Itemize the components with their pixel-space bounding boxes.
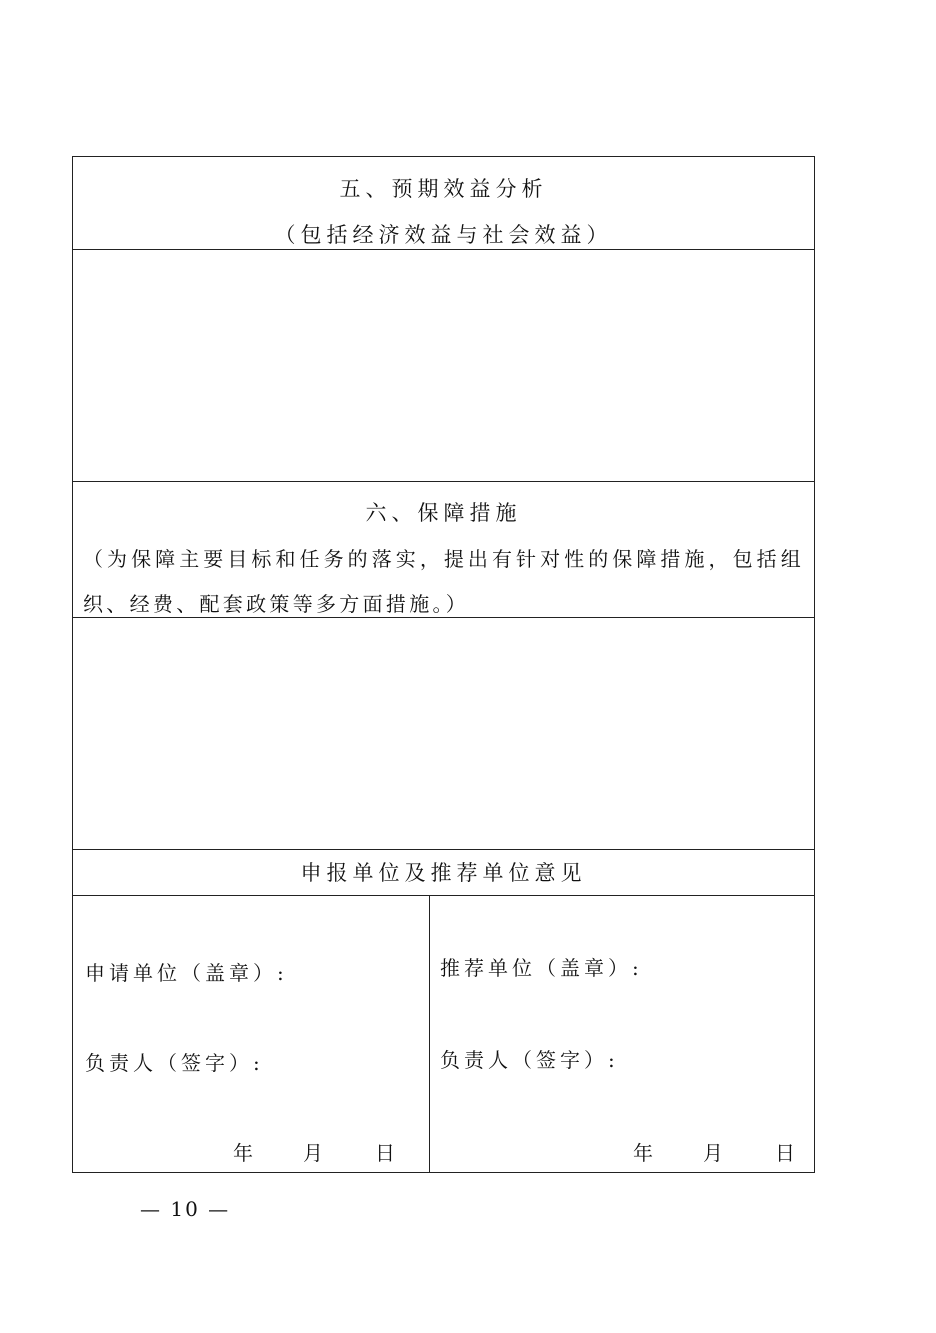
opinion-header-divider bbox=[73, 895, 814, 896]
section6-content-area[interactable] bbox=[73, 618, 814, 848]
page-number: — 10 — bbox=[140, 1197, 231, 1221]
applicant-date-year: 年 bbox=[233, 1141, 253, 1165]
recommender-person-label: 负责人（签字）: bbox=[440, 1048, 619, 1072]
opinion-title: 申报单位及推荐单位意见 bbox=[300, 861, 587, 885]
section6-title: 六、保障措施 bbox=[365, 501, 522, 525]
section6-description: （为保障主要目标和任务的落实，提出有针对性的保障措施，包括组织、经费、配套政策等多方面措施。） bbox=[83, 547, 804, 616]
application-form-table bbox=[72, 156, 815, 1173]
applicant-person-label: 负责人（签字）: bbox=[85, 1051, 264, 1075]
opinion-column-divider bbox=[429, 895, 430, 1172]
recommender-date-month: 月 bbox=[703, 1141, 723, 1165]
section5-bottom-divider bbox=[73, 481, 814, 482]
applicant-date-month: 月 bbox=[303, 1141, 323, 1165]
recommender-unit-label: 推荐单位（盖章）: bbox=[440, 956, 643, 980]
applicant-date-day: 日 bbox=[375, 1141, 395, 1165]
applicant-unit-label: 申请单位（盖章）: bbox=[85, 961, 288, 985]
section5-content-area[interactable] bbox=[73, 250, 814, 480]
section5-title: 五、预期效益分析 bbox=[339, 177, 548, 201]
recommender-date-day: 日 bbox=[775, 1141, 795, 1165]
recommender-date-year: 年 bbox=[633, 1141, 653, 1165]
section5-subtitle: （包括经济效益与社会效益） bbox=[274, 223, 613, 247]
section6-bottom-divider bbox=[73, 849, 814, 850]
